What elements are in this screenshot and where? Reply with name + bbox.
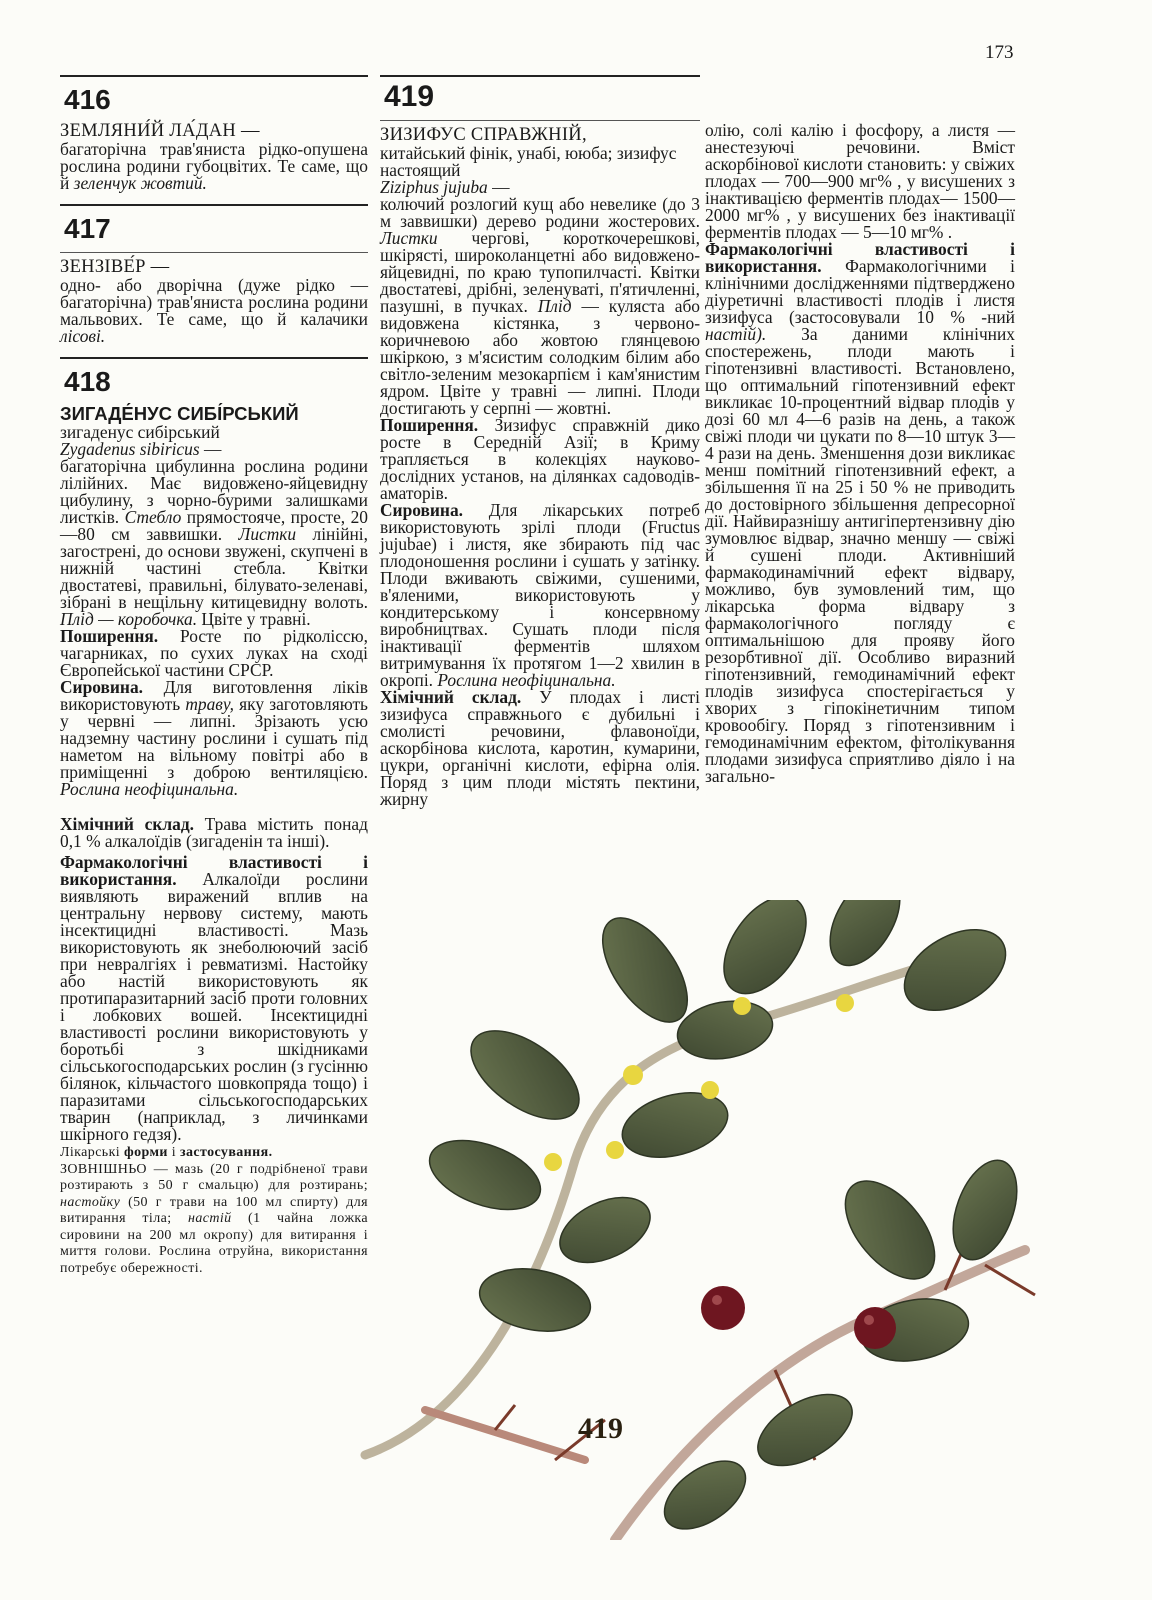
entry-spread-419: Поширення. Зизифус справжній дико росте в Середній Азії; в Криму трапляється в колекціях науково-дослідних установ, на ділянках садоводів-аматорів.: [380, 415, 700, 503]
flower: [606, 1141, 624, 1159]
entry-description-418: багаторічна цибулинна рослина родини лілійних. Має видовжено-яйцевидну цибулину, з чорно-бурими залишками листків. Стебло прямостояче, просте, 20—80 см заввишки. Листки лінійні, загострені, до основи звужені, скупчені в нижній частині стебла. Квітки двостатеві, правильні, білувато-зеленаві, зібрані в нещільну китицевидну волоть. Плід — коробочка. Цвіте у травні.: [60, 456, 368, 629]
entry-title-417: ЗЕНЗІВЕ́Р —: [60, 257, 170, 277]
entry-number-417: 417: [64, 213, 111, 244]
entry-number-419: 419: [384, 80, 435, 113]
sub-divider: [60, 252, 368, 253]
leaf: [586, 904, 704, 1037]
leaf: [673, 994, 777, 1066]
entry-title-416: ЗЕМЛЯНИ́Й ЛА́ДАН —: [60, 121, 260, 141]
entry-title-418: ЗИГАДЕ́НУС СИБІ́РСЬКИЙ: [60, 403, 299, 424]
flower: [836, 994, 854, 1012]
entry-description-419: колючий розлогий кущ або невелике (до 3 м заввишки) дерево родини жостерових. Листки чергові, короткочерешкові, шкірясті, широколанцетні або видовжено-яйцевидні, по краю тупопилчасті. Квітки двостатеві, дрібні, зеленуваті, п'ятичленні, пазушні, в пучках. Плід — куляста або видовжена кістянка, з червоно-коричневою або жовтою глянцевою шкіркою, з м'ясистим солодким білим або світло-зеленим мезокарпієм і кам'янистим ядром. Цвіте у травні — липні. Плоди достигають у серпні — жовтні.: [380, 194, 700, 418]
column-left: [60, 75, 368, 1277]
sub-divider: [380, 120, 700, 121]
leaf: [707, 900, 823, 1008]
leaf: [420, 1127, 550, 1223]
flower: [623, 1065, 643, 1085]
leaf: [746, 1380, 864, 1480]
entry-synonyms-419: китайський фінік, унабі, ююба; зизифус настоящий: [380, 143, 677, 180]
entry-synonym-418: зигаденус сибірський: [60, 422, 220, 442]
entry-number-418: 418: [64, 366, 111, 397]
flower: [733, 997, 751, 1015]
column-right: [705, 122, 1015, 785]
fruit-group: [701, 1286, 896, 1349]
leaf: [475, 1261, 596, 1340]
entry-forms-418: ЗОВНІШНЬО — мазь (20 г подрібненої трави розтирають з 50 г смальцю) для розтирань; настойку (50 г трави на 100 мл спирту) для витирання тіла; настій (1 чайна ложка сировини на 200 мл окропу) для витирання і миття голови. Рослина отруйна, використання потребує обережності.: [60, 1161, 368, 1276]
entry-latin-418: Zygadenus sibiricus —: [60, 439, 222, 459]
entry-chem-cont-419: олію, солі калію і фосфору, а листя — анестезуючі речовини. Вміст аскорбінової кислоти становить: у свіжих плодах — 700—900 мг% , у висушених з інактивацією ферментів плодах— 1500—2000 мг% , у висушених без інактивації ферментів плодах — 5—10 мг% .: [705, 120, 1015, 242]
entry-title-419: ЗИЗИФУС СПРАВЖНІЙ,: [380, 125, 587, 145]
entry-chem-418: Хімічний склад. Трава містить понад 0,1 % алкалоїдів (зигаденін та інші).: [60, 814, 368, 851]
fruit: [854, 1307, 896, 1349]
flower: [701, 1081, 719, 1099]
entry-number-416: 416: [64, 84, 111, 115]
entry-spread-418: Поширення. Росте по рідколіссю, чагарниках, по сухих луках на сході Європейської частини СРСР.: [60, 626, 368, 680]
entry-pharm-418: Фармакологічні властивості і використання. Алкалоїди рослини виявляють виражений вплив на центральну нервову систему, мають інсектицидні властивості. Мазь використовують як знеболюючий засіб при невралгіях і ревматизмі. Настойку або настій використовують як протипаразитарний засіб проти головних і лобкових вошей. Інсектицидні властивості рослини використовують у боротьбі з шкідниками сільськогосподарських рослин (з гусінню білянок, кільчастого шовкопряда тощо) і паразитами сільськогосподарських тварин (наприклад, з личинками шкірного гедзя).: [60, 852, 369, 1144]
entry-text-416: багаторічна трав'яниста рідко-опушена рослина родини губоцвітих. Те саме, що й зеленчук жовтий.: [60, 139, 368, 193]
entry-raw-419: Сировина. Для лікарських потреб використовують зрілі плоди (Fructus jujubae) і листя, яке збирають під час плодоношення рослини і сушать у затінку. Плоди вживають свіжими, сушеними, в'яленими, використовують у кондитерському і консервному виробництвах. Сушать плоди після інактивації ферментів шляхом витримування їх протягом 1—2 хвилин в окропі. Рослина неофіцинальна.: [380, 500, 700, 690]
leaf: [828, 1165, 952, 1295]
entry-forms-heading-418: Лікарські форми і застосування.: [60, 1145, 273, 1160]
entry-text-417: одно- або дворічна (дуже рідко — багаторічна) трав'яниста рослина родини мальвових. Те саме, що й калачики лісові.: [60, 275, 368, 346]
leaf: [456, 1013, 594, 1137]
page-number: 173: [985, 42, 1014, 63]
entry-raw-418: Сировина. Для виготовлення ліків використовують траву, яку заготовляють у червні — липні. Зрізають усю надземну частину рослини і сушать під наметом на вільному повітрі або в приміщенні з доброю вентиляцією. Рослина неофіцинальна.: [60, 677, 368, 799]
flower: [544, 1153, 562, 1171]
column-middle: [380, 75, 700, 808]
entry-latin-419: Ziziphus jujuba —: [380, 177, 510, 197]
jujube-branch-illustration: [345, 900, 1045, 1540]
leaf: [890, 913, 1019, 1027]
leaf: [652, 1447, 757, 1540]
fruit: [701, 1286, 745, 1330]
leaf: [816, 900, 914, 977]
entry-chem-419: Хімічний склад. У плодах і листі зизифуса справжнього є дубильні і смолисті речовини, флавоноїди, аскорбінова кислота, каротин, кумарини, цукри, органічні кислоти, ефірна олія. Поряд з цим плоди містять пектини, жирну: [380, 687, 700, 809]
leaf-group: [420, 900, 1029, 1540]
figure-label: 419: [578, 1412, 623, 1445]
entry-pharm-419: Фармакологічні властивості і використання. Фармакологічними і клінічними дослідженнями підтверджено діуретичні властивості плодів і листя зизифуса (застосовували 10 % -ний настій). За даними клінічних спостережень, плоди мають і гіпотензивні властивості. Встановлено, що оптимальний гіпотензивний ефект викликає 10-процентний відвар плодів у дозі 60 мл 4—6 разів на день, а також свіжі плоди чи цукати по 8—10 штук 3—4 рази на день. Зменшення дози викликає менш помітний гіпотензивний ефект, а збільшення її на 25 і 50 % не приводить до достовірного збільшення депресорної дії. Найвиразнішу антигіпертензивну дію зумовлює відвар, значно меншу — свіжі й сушені плоди. Активніший фармакодинамічний ефект відвару, можливо, був зумовлений тим, що лікарська форма відвару з фармакологічного погляду є оптимальнішою для прояву його резорбтивної дії. Особливо виразний гіпотензивний, гемодинамічний ефект плодів зизифуса спостерігається у хворих з гіпокінетичним типом кровообігу. Поряд з гіпотензивним і гемодинамічним ефектом, фітолікування плодами зизифуса сприятливо діяло і на загально-: [705, 239, 1015, 786]
